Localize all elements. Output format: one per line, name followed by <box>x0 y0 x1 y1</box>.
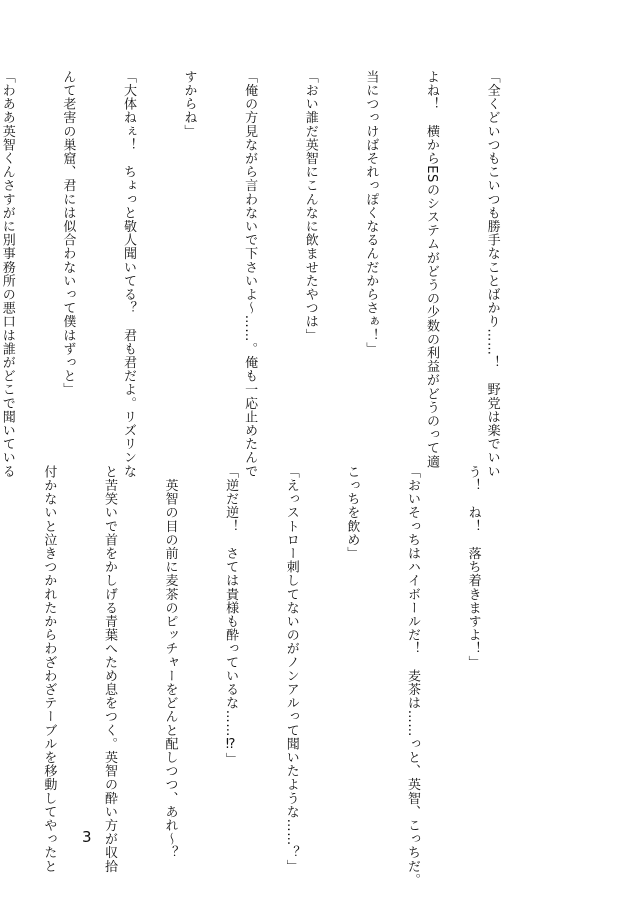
text-line: 「えっストロー刺してないのがノンアルって聞いたような……？」 <box>283 465 299 873</box>
text-line: 付かないと泣きつかれたからわざわざテーブルを移動してやったと <box>41 465 57 873</box>
text-line: う！ ね！ 落ち着きますよ！」 <box>465 465 481 669</box>
lower-text-block <box>0 465 523 887</box>
text-line: すからね」 <box>181 70 197 138</box>
text-line: 「大体ねぇ！ ちょっと敬人聞いてる？ 君も君だよ。リズリンな <box>120 70 136 478</box>
text-line: よね！ 横からESのシステムがどうの少数の利益がどうのって適 <box>423 70 439 469</box>
text-line: 「逆だ逆！ さては貴様も酔っているな……⁉」 <box>223 465 239 767</box>
page-number: 3 <box>82 828 92 846</box>
text-line: こっちを飲め」 <box>344 465 360 561</box>
upper-text-block <box>0 70 542 478</box>
text-line: 当につっけばそれっぽくなるんだからさぁ！」 <box>363 70 379 356</box>
text-line: 「わああ英智くんさすがに別事務所の悪口は誰がどこで聞いている <box>0 70 15 478</box>
text-line: 「おいそっちはハイボールだ！ 麦茶は……っと、英智、こっちだ。 <box>404 465 420 887</box>
text-line: 英智の目の前に麦茶のピッチャーをどんと配しつつ、あれ〜？ <box>162 465 178 860</box>
text-line: んて老害の巣窟、君には似合わないって僕はずっと」 <box>60 70 76 397</box>
text-line: 「おい誰だ英智にこんなに飲ませたやつは」 <box>302 70 318 342</box>
text-line: 「俺の方見ながら言わないで下さいよ〜……。俺も一応止めたんで <box>242 70 258 478</box>
text-line: 「全くどいつもこいつも勝手なことばかり……！ 野党は楽でいい <box>484 70 500 478</box>
text-line: と苦笑いで首をかしげる青葉へため息をつく。英智の酔い方が収拾 <box>101 465 117 873</box>
